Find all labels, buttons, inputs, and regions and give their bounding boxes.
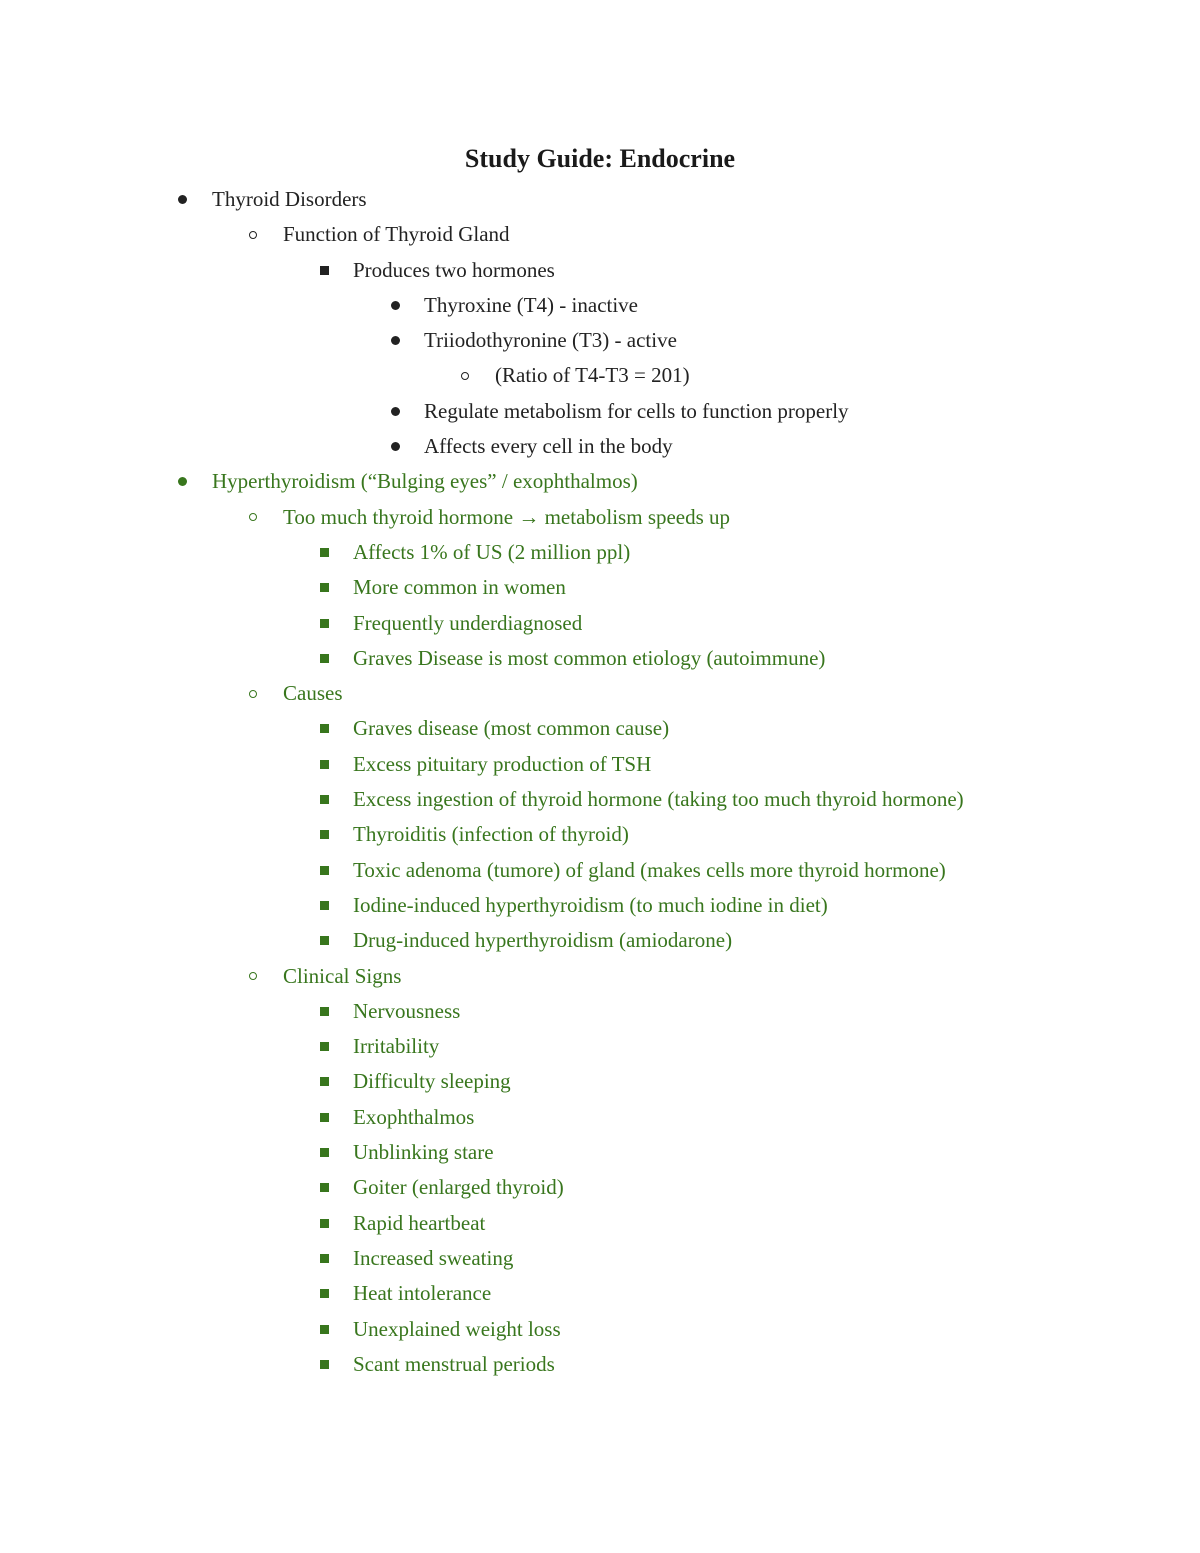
- outline-item: [0, 464, 1200, 499]
- outline-item: [0, 747, 1200, 782]
- square-bullet-icon: [320, 1135, 329, 1170]
- disc-bullet-icon: [178, 464, 187, 499]
- outline-item-text: Toxic adenoma (tumore) of gland (makes cells more thyroid hormone): [353, 857, 946, 882]
- outline-item-text: Thyroiditis (infection of thyroid): [353, 822, 629, 847]
- outline-item-text: Excess ingestion of thyroid hormone (taking too much thyroid hormone): [353, 787, 964, 812]
- outline-item-text: Heat intolerance: [353, 1281, 492, 1306]
- square-bullet-icon: [320, 606, 329, 641]
- square-bullet-icon: [320, 1241, 329, 1276]
- outline-item-text: Clinical Signs: [283, 963, 402, 988]
- circle-bullet-icon: [249, 959, 257, 994]
- outline-item: [0, 1135, 1200, 1170]
- outline-item: [0, 358, 1200, 393]
- outline-item: [0, 994, 1200, 1029]
- outline-item-text: Nervousness: [353, 998, 461, 1023]
- outline-item: [0, 1312, 1200, 1347]
- outline-item: [0, 1029, 1200, 1064]
- outline-item: [0, 429, 1200, 464]
- outline-item: [0, 1241, 1200, 1276]
- outline-item: [0, 817, 1200, 852]
- outline-item-text: Affects every cell in the body: [424, 434, 673, 459]
- outline-item: [0, 323, 1200, 358]
- outline-item-text: Irritability: [353, 1034, 440, 1059]
- outline-item: [0, 182, 1200, 217]
- disc-bullet-icon: [391, 323, 400, 358]
- square-bullet-icon: [320, 1170, 329, 1205]
- outline-item: [0, 641, 1200, 676]
- outline-item-text: Unblinking stare: [353, 1140, 494, 1165]
- square-bullet-icon: [320, 747, 329, 782]
- outline-item: [0, 1347, 1200, 1382]
- outline-list: [0, 182, 1200, 1382]
- outline-item-text: Excess pituitary production of TSH: [353, 751, 652, 776]
- square-bullet-icon: [320, 923, 329, 958]
- outline-item: [0, 570, 1200, 605]
- square-bullet-icon: [320, 1064, 329, 1099]
- disc-bullet-icon: [391, 288, 400, 323]
- disc-bullet-icon: [391, 394, 400, 429]
- outline-item-text: Affects 1% of US (2 million ppl): [353, 539, 631, 564]
- outline-item: [0, 535, 1200, 570]
- square-bullet-icon: [320, 641, 329, 676]
- square-bullet-icon: [320, 1100, 329, 1135]
- square-bullet-icon: [320, 853, 329, 888]
- outline-item-text: Thyroid Disorders: [212, 187, 367, 211]
- square-bullet-icon: [320, 1312, 329, 1347]
- outline-item: [0, 288, 1200, 323]
- outline-item: [0, 606, 1200, 641]
- outline-item: [0, 1100, 1200, 1135]
- square-bullet-icon: [320, 253, 329, 288]
- outline-item-text: Scant menstrual periods: [353, 1351, 555, 1376]
- outline-item-text: Rapid heartbeat: [353, 1210, 486, 1235]
- outline-item: [0, 1206, 1200, 1241]
- outline-item-text: Too much thyroid hormone → metabolism speeds up: [283, 504, 731, 529]
- outline-item: [0, 1064, 1200, 1099]
- square-bullet-icon: [320, 817, 329, 852]
- square-bullet-icon: [320, 711, 329, 746]
- square-bullet-icon: [320, 1276, 329, 1311]
- square-bullet-icon: [320, 994, 329, 1029]
- outline-item: [0, 253, 1200, 288]
- outline-item: [0, 959, 1200, 994]
- outline-item-text: Drug-induced hyperthyroidism (amiodarone): [353, 928, 733, 953]
- outline-item-text: Thyroxine (T4) - inactive: [424, 292, 638, 317]
- circle-bullet-icon: [249, 217, 257, 252]
- outline-item: [0, 676, 1200, 711]
- outline-item-text: (Ratio of T4-T3 = 201): [495, 363, 690, 388]
- disc-bullet-icon: [178, 182, 187, 217]
- circle-bullet-icon: [461, 358, 469, 393]
- outline-item: [0, 1276, 1200, 1311]
- outline-item-text: Produces two hormones: [353, 257, 555, 282]
- outline-item: [0, 923, 1200, 958]
- outline-item: [0, 853, 1200, 888]
- outline-item: [0, 394, 1200, 429]
- square-bullet-icon: [320, 1347, 329, 1382]
- outline-item: [0, 500, 1200, 535]
- square-bullet-icon: [320, 888, 329, 923]
- outline-item-text: Regulate metabolism for cells to function properly: [424, 398, 849, 423]
- outline-item-text: Unexplained weight loss: [353, 1316, 561, 1341]
- outline-item-text: Triiodothyronine (T3) - active: [424, 328, 677, 353]
- square-bullet-icon: [320, 570, 329, 605]
- outline-item-text: Increased sweating: [353, 1245, 514, 1270]
- square-bullet-icon: [320, 1206, 329, 1241]
- circle-bullet-icon: [249, 500, 257, 535]
- outline-item-text: Difficulty sleeping: [353, 1069, 511, 1094]
- outline-item: [0, 782, 1200, 817]
- outline-item-text: More common in women: [353, 575, 566, 600]
- outline-item-text: Graves Disease is most common etiology (autoimmune): [353, 645, 826, 670]
- circle-bullet-icon: [249, 676, 257, 711]
- outline-item-text: Hyperthyroidism (“Bulging eyes” / exophthalmos): [212, 469, 638, 494]
- square-bullet-icon: [320, 535, 329, 570]
- page-title: Study Guide: Endocrine: [464, 144, 736, 173]
- outline-item-text: Frequently underdiagnosed: [353, 610, 583, 635]
- outline-item: [0, 217, 1200, 252]
- outline-item-text: Function of Thyroid Gland: [283, 222, 510, 247]
- outline-item: [0, 1170, 1200, 1205]
- outline-item-text: Goiter (enlarged thyroid): [353, 1175, 564, 1200]
- outline-item-text: Exophthalmos: [353, 1104, 475, 1129]
- outline-item-text: Graves disease (most common cause): [353, 716, 670, 741]
- square-bullet-icon: [320, 782, 329, 817]
- outline-item-text: Iodine-induced hyperthyroidism (to much iodine in diet): [353, 892, 828, 917]
- disc-bullet-icon: [391, 429, 400, 464]
- square-bullet-icon: [320, 1029, 329, 1064]
- outline-item-text: Causes: [283, 681, 343, 706]
- outline-item: [0, 711, 1200, 746]
- outline-item: [0, 888, 1200, 923]
